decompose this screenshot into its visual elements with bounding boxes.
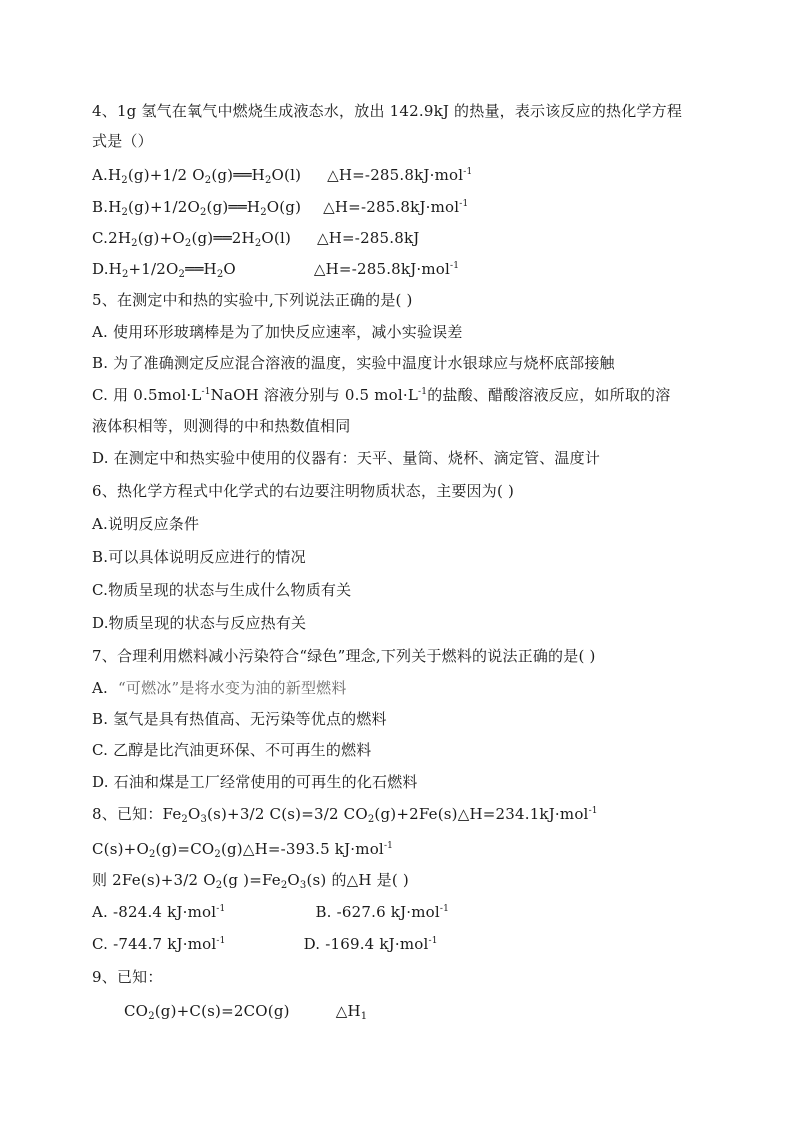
q7-option-a: A. “可燃冰”是将水变为油的新型燃料: [92, 679, 347, 697]
q5-option-c-line1: C. 用 $0.5mol\cdot L^{-1}NaOH$ 溶液分别与 0.5 $mol\cdot L^{-1}$的盐酸、醋酸溶液反应，如所取的溶: [92, 386, 671, 404]
q6-option-a: A.说明反应条件: [92, 515, 200, 533]
q5-option-d: D. 在测定中和热实验中使用的仪器有：天平、量筒、烧杯、滴定管、温度计: [92, 449, 601, 467]
q9-eq1: $CO_2(g)+C(s)=2CO(g)$ $\triangle H_1$: [124, 1002, 368, 1022]
q7-option-d: D. 石油和煤是工厂经常使用的可再生的化石燃料: [92, 773, 418, 791]
q5-option-b: B. 为了准确测定反应混合溶液的温度，实验中温度计水银球应与烧杯底部接触: [92, 354, 615, 372]
q8-known-eq1: 8、已知：$Fe_2O_3(s)+3/2$ C(s)=3/2 $CO_2(g)+2Fe(s)\triangle H=234.1kJ\cdot mol^{-1}$: [92, 805, 598, 825]
q5-stem: 5、在测定中和热的实验中,下列说法正确的是( ): [92, 291, 413, 309]
q5-option-c-line2: 液体积相等，则测得的中和热数值相同: [92, 417, 351, 435]
q9-stem: 9、已知：: [92, 968, 163, 986]
q7-option-b: B. 氢气是具有热值高、无污染等优点的燃料: [92, 710, 387, 728]
q4-option-d: $D.H_2+1/2O_2══H_2O$ △H=-285.8kJ·mol$^{-1}$: [92, 260, 460, 280]
q6-option-b: B.可以具体说明反应进行的情况: [92, 548, 306, 566]
q8-known-eq2: $C(s)+O_2(g)=CO_2(g)\triangle H=-393.5$ kJ·mol$^{-1}$: [92, 840, 394, 860]
q8-question: 则 2Fe(s)+3/2 $O_2(g$ )$=Fe_2O_3(s)$ 的△H 是( ): [92, 871, 409, 891]
q6-option-c: C.物质呈现的状态与生成什么物质有关: [92, 581, 352, 599]
q5-option-a: A. 使用环形玻璃棒是为了加快反应速率，减小实验误差: [92, 323, 463, 341]
q6-option-d: D.物质呈现的状态与反应热有关: [92, 614, 307, 632]
q4-stem-line1: 4、1g 氢气在氧气中燃烧生成液态水，放出 142.9kJ 的热量，表示该反应的热化学方程: [92, 102, 683, 120]
q7-stem: 7、合理利用燃料减小污染符合“绿色”理念,下列关于燃料的说法正确的是( ): [92, 647, 596, 665]
q4-option-a: $A.H_2(g)+1/2$ $O_2(g)══H_2O(l)$ △H=-285.8kJ·mol$^{-1}$: [92, 166, 473, 186]
q8-options-ab: A. -824.4 kJ·mol$^{-1}$ B. -627.6 kJ·mol$^{-1}$: [92, 903, 450, 921]
q6-stem: 6、热化学方程式中化学式的右边要注明物质状态，主要因为( ): [92, 482, 515, 500]
q7-option-c: C. 乙醇是比汽油更环保、不可再生的燃料: [92, 741, 372, 759]
q4-stem-line2: 式是（）: [92, 132, 153, 150]
q8-options-cd: C. -744.7 kJ·mol$^{-1}$ D. -169.4 kJ·mol$^{-1}$: [92, 935, 438, 953]
q4-option-b: $B.H_2(g)+1/2O_2(g)══H_2O(g)$ △H=-285.8kJ·mol$^{-1}$: [92, 198, 469, 218]
q4-option-c: $C.2H_2(g)+O_2(g)══2H_2O(l)$ △H=-285.8kJ: [92, 229, 420, 249]
